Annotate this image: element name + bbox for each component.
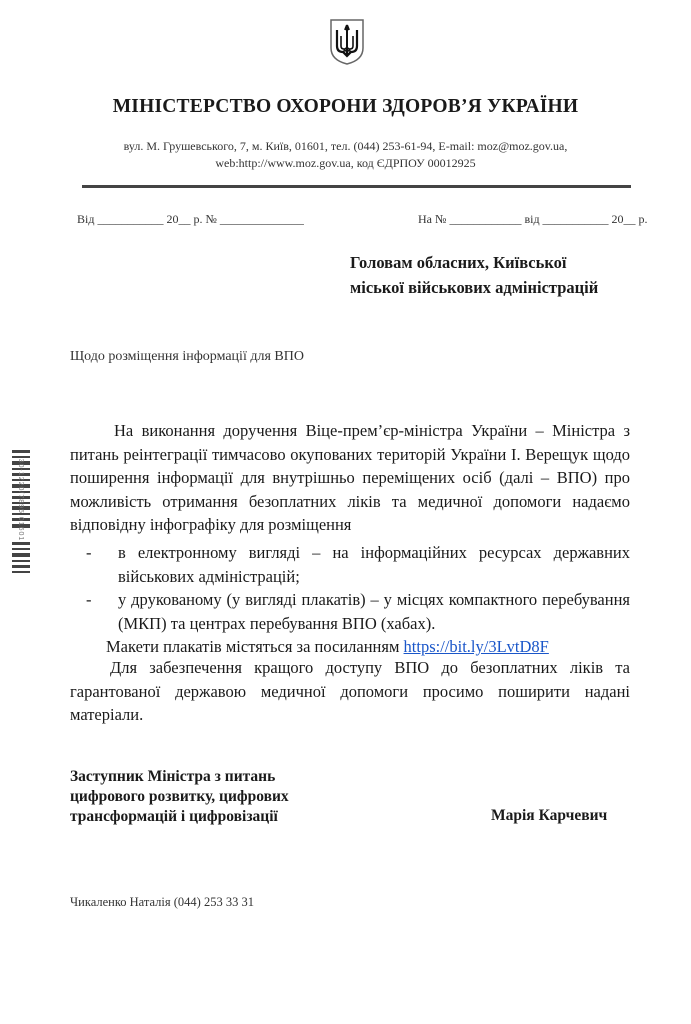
ministry-name: МІНІСТЕРСТВО ОХОРОНИ ЗДОРОВ’Я УКРАЇНИ: [112, 96, 579, 117]
signatory-title-line-2: цифрового розвитку, цифрових: [70, 788, 289, 805]
body-paragraph-1: На виконання доручення Віце-прем’єр-міністра України – Міністра з питань реінтеграції тимчасово окупованих територій України І. Верещук щодо поширення інформації для внутрішньо переміщених осіб (далі – ВПО) про можливість отримання безоплатних ліків та медичної допомоги надаємо відповідну інфографіку для розміщення: [70, 421, 630, 534]
list-item: [70, 588, 630, 635]
list-item-text: в електронному вигляді – на інформаційних ресурсах державних військових адміністрацій;: [118, 543, 630, 586]
barcode-number: 30-1220/7895 01601: [17, 458, 24, 542]
trident-emblem-icon: [329, 18, 365, 66]
addressee-line-1: Головам обласних, Київської: [350, 253, 567, 272]
signatory-title: [70, 767, 289, 827]
address-line-2: web:http://www.moz.gov.ua, код ЄДРПОУ 00012925: [215, 156, 476, 170]
body-paragraph-2: Для забезпечення кращого доступу ВПО до безоплатних ліків та гарантованої державою медичної допомоги просимо поширити надані матеріали.: [70, 658, 630, 724]
incoming-registration: На № ____________ від ___________ 20__ р.: [418, 212, 648, 226]
addressee-line-2: міської військових адміністрацій: [350, 278, 599, 297]
list-bullet: -: [86, 590, 92, 609]
link-prefix: Макети плакатів містяться за посиланням: [106, 637, 404, 656]
list-item-text: у друкованому (у вигляді плакатів) – у місцях компактного перебування (МКП) та центрах перебування ВПО (хабах).: [118, 590, 630, 633]
addressee: [350, 250, 598, 300]
list-bullet: -: [86, 543, 92, 562]
link-line: [70, 635, 630, 659]
executor-contact: Чикаленко Наталія (044) 253 33 31: [70, 895, 254, 909]
posters-link[interactable]: https://bit.ly/3LvtD8F: [403, 637, 549, 656]
placement-list: [70, 541, 630, 659]
ministry-address: [0, 138, 691, 172]
signatory-title-line-1: Заступник Міністра з питань: [70, 768, 276, 785]
outgoing-registration: Від ___________ 20__ р. № ______________: [77, 212, 304, 226]
list-item: [70, 541, 630, 588]
address-line-1: вул. М. Грушевського, 7, м. Київ, 01601, тел. (044) 253-61-94, E-mail: moz@moz.gov.ua,: [123, 139, 568, 153]
header-divider: [82, 185, 631, 188]
letter-subject: Щодо розміщення інформації для ВПО: [70, 349, 304, 364]
signatory-name: Марія Карчевич: [491, 807, 608, 824]
signatory-title-line-3: трансформацій і цифровізації: [70, 808, 278, 825]
